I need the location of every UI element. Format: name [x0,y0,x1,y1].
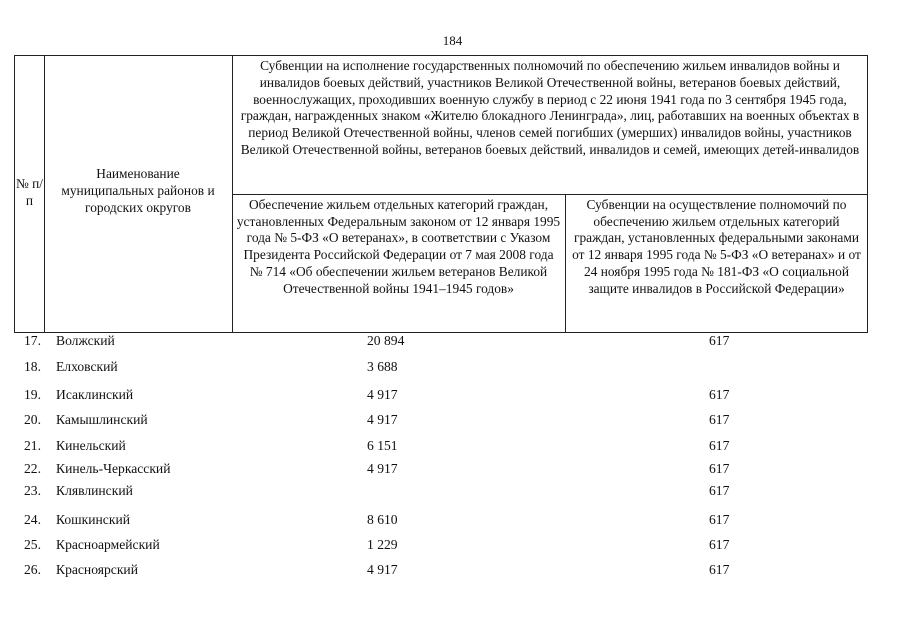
row-num: 21. [24,438,41,453]
row-name: Клявлинский [56,483,133,498]
row-value-1: 1 229 [367,537,398,552]
row-name: Елховский [56,359,118,374]
header-divider-1 [44,55,45,333]
header-sub2: Субвенции на осуществление полномочий по обеспечению жильем отдельных категорий граждан, установленных федеральными законами от 12 января 1995 года № 5-ФЗ «О ветеранах» и от 24 ноября 1995 года № 181-ФЗ «О социальной защите инвалидов в Российской Федерации» [572,197,861,296]
table-header [14,55,868,333]
row-value-2: 617 [709,512,730,527]
row-value-2: 617 [709,412,730,427]
row-value-2: 617 [709,562,730,577]
header-divider-3 [565,194,566,333]
row-num: 20. [24,412,41,427]
table-row [14,387,868,407]
row-name: Красноармейский [56,537,160,552]
header-divider-2 [232,55,233,333]
header-name: Наименование муниципальных районов и городских округов [61,166,215,215]
row-num: 25. [24,537,41,552]
row-name: Кинельский [56,438,126,453]
table-row [14,461,868,481]
row-name: Волжский [56,333,115,348]
row-num: 18. [24,359,41,374]
header-top-border [14,55,868,56]
row-num: 26. [24,562,41,577]
row-num: 23. [24,483,41,498]
row-value-2: 617 [709,387,730,402]
row-value-1: 8 610 [367,512,398,527]
row-name: Исаклинский [56,387,134,402]
header-left-border [14,55,15,333]
row-value-1: 4 917 [367,412,398,427]
row-value-2: 617 [709,483,730,498]
page-number: 184 [442,33,463,48]
row-value-1: 20 894 [367,333,405,348]
row-name: Камышлинский [56,412,148,427]
row-value-1: 4 917 [367,387,398,402]
table-row [14,562,868,582]
table-row [14,512,868,532]
row-value-2: 617 [709,438,730,453]
row-name: Кинель-Черкасский [56,461,171,476]
header-sub-divider [232,194,868,195]
header-right-border [867,55,868,333]
row-num: 24. [24,512,41,527]
row-value-1: 4 917 [367,461,398,476]
row-value-2: 617 [709,333,730,348]
row-value-1: 3 688 [367,359,398,374]
row-value-1: 4 917 [367,562,398,577]
table-row [14,333,868,353]
header-group: Субвенции на исполнение государственных полномочий по обеспечению жильем инвалидов войны и инвалидов боевых действий, участников Великой Отечественной войны, ветеранов боевых действий, военнослужащих, проходивших военную службу в период с 22 июня 1941 года по 3 сентября 1945 года, граждан, награжденных знаком «Жителю блокадного Ленинграда», лиц, работавших на военных объектах в период Великой Отечественной войны, членов семей погибших (умерших) инвалидов войны, участников Великой Отечественной войны, ветеранов боевых действий, инвалидов и семей, имеющих детей-инвалидов [240,58,860,157]
table-row [14,359,868,379]
header-num: № п/п [16,176,44,208]
row-num: 17. [24,333,41,348]
table-row [14,412,868,432]
row-name: Кошкинский [56,512,130,527]
row-name: Красноярский [56,562,138,577]
table-row [14,537,868,557]
row-value-2: 617 [709,537,730,552]
table-row [14,483,868,503]
header-sub1: Обеспечение жильем отдельных категорий граждан, установленных Федеральным законом от 12 января 1995 года № 5-ФЗ «О ветеранах», в соответствии с Указом Президента Российской Федерации от 7 мая 2008 года № 714 «Об обеспечении жильем ветеранов Великой Отечественной войны 1941–1945 годов» [236,197,561,296]
row-value-1: 6 151 [367,438,398,453]
row-num: 22. [24,461,41,476]
row-num: 19. [24,387,41,402]
table-row [14,438,868,458]
row-value-2: 617 [709,461,730,476]
